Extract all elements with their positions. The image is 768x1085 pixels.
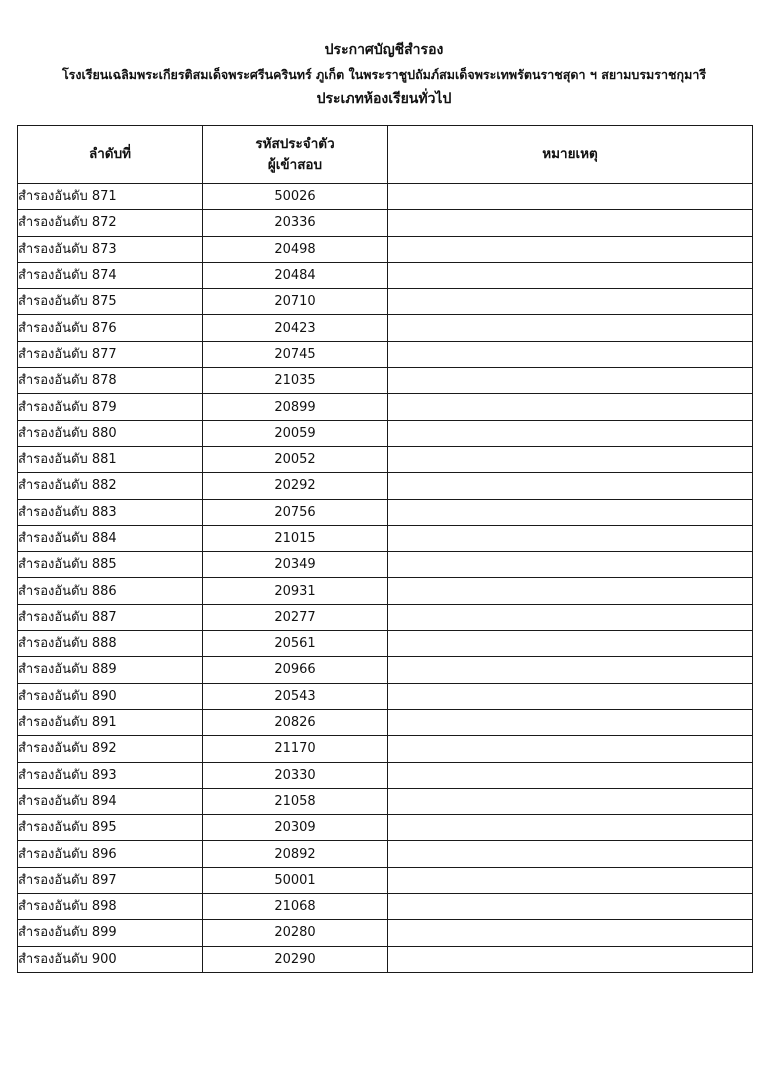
rank-cell: สำรองอันดับ 884: [18, 525, 203, 551]
code-cell: 20336: [203, 210, 388, 236]
rank-cell: สำรองอันดับ 891: [18, 709, 203, 735]
code-cell: 20826: [203, 709, 388, 735]
table-row: [18, 236, 753, 262]
rank-cell: สำรองอันดับ 881: [18, 446, 203, 472]
table-row: [18, 920, 753, 946]
rank-cell: สำรองอันดับ 871: [18, 184, 203, 210]
table-row: [18, 604, 753, 630]
code-cell: 20290: [203, 946, 388, 972]
code-cell: 20561: [203, 631, 388, 657]
table-row: [18, 499, 753, 525]
remarks-cell: [388, 946, 753, 972]
rank-cell: สำรองอันดับ 885: [18, 552, 203, 578]
column-header-rank-label: ลำดับที่: [88, 146, 132, 162]
code-cell: 20931: [203, 578, 388, 604]
code-cell: 20892: [203, 841, 388, 867]
remarks-cell: [388, 631, 753, 657]
code-cell: 20292: [203, 473, 388, 499]
code-cell: 20277: [203, 604, 388, 630]
remarks-cell: [388, 815, 753, 841]
table-row: [18, 341, 753, 367]
rank-cell: สำรองอันดับ 882: [18, 473, 203, 499]
table-row: [18, 315, 753, 341]
table-row: [18, 894, 753, 920]
rank-cell: สำรองอันดับ 892: [18, 736, 203, 762]
table-row: [18, 736, 753, 762]
code-cell: 20899: [203, 394, 388, 420]
code-cell: 20309: [203, 815, 388, 841]
remarks-cell: [388, 499, 753, 525]
remarks-cell: [388, 525, 753, 551]
code-cell: 50026: [203, 184, 388, 210]
table-row: [18, 262, 753, 288]
rank-cell: สำรองอันดับ 900: [18, 946, 203, 972]
rank-cell: สำรองอันดับ 872: [18, 210, 203, 236]
column-header-code-line1: รหัสประจำตัว: [255, 135, 335, 152]
remarks-cell: [388, 920, 753, 946]
table-row: [18, 289, 753, 315]
code-cell: 20710: [203, 289, 388, 315]
remarks-cell: [388, 420, 753, 446]
table-row: [18, 683, 753, 709]
code-cell: 21015: [203, 525, 388, 551]
code-cell: 21058: [203, 788, 388, 814]
column-header-code-line2: ผู้เข้าสอบ: [267, 156, 323, 173]
rank-cell: สำรองอันดับ 894: [18, 788, 203, 814]
code-cell: 20498: [203, 236, 388, 262]
rank-cell: สำรองอันดับ 890: [18, 683, 203, 709]
remarks-cell: [388, 604, 753, 630]
remarks-cell: [388, 184, 753, 210]
rank-cell: สำรองอันดับ 873: [18, 236, 203, 262]
code-cell: 20484: [203, 262, 388, 288]
code-cell: 21170: [203, 736, 388, 762]
rank-cell: สำรองอันดับ 895: [18, 815, 203, 841]
remarks-cell: [388, 446, 753, 472]
table-row: [18, 473, 753, 499]
rank-cell: สำรองอันดับ 878: [18, 368, 203, 394]
school-name: โรงเรียนเฉลิมพระเกียรติสมเด็จพระศรีนครินทร์ ภูเก็ต ในพระราชูปถัมภ์สมเด็จพระเทพรัตนราชสุดา ฯ สยามบรมราชกุมารี: [61, 66, 707, 82]
rank-cell: สำรองอันดับ 886: [18, 578, 203, 604]
rank-cell: สำรองอันดับ 899: [18, 920, 203, 946]
remarks-cell: [388, 368, 753, 394]
table-row: [18, 657, 753, 683]
table-row: [18, 946, 753, 972]
table-row: [18, 525, 753, 551]
rank-cell: สำรองอันดับ 877: [18, 341, 203, 367]
rank-cell: สำรองอันดับ 876: [18, 315, 203, 341]
table-row: [18, 631, 753, 657]
column-header-rank: [18, 126, 203, 184]
remarks-cell: [388, 315, 753, 341]
remarks-cell: [388, 788, 753, 814]
remarks-cell: [388, 236, 753, 262]
rank-cell: สำรองอันดับ 879: [18, 394, 203, 420]
rank-cell: สำรองอันดับ 888: [18, 631, 203, 657]
rank-cell: สำรองอันดับ 889: [18, 657, 203, 683]
table-row: [18, 420, 753, 446]
remarks-cell: [388, 394, 753, 420]
table-row: [18, 446, 753, 472]
table-row: [18, 841, 753, 867]
code-cell: 20052: [203, 446, 388, 472]
table-row: [18, 368, 753, 394]
rank-cell: สำรองอันดับ 875: [18, 289, 203, 315]
rank-cell: สำรองอันดับ 897: [18, 867, 203, 893]
remarks-cell: [388, 657, 753, 683]
remarks-cell: [388, 867, 753, 893]
remarks-cell: [388, 841, 753, 867]
table-row: [18, 762, 753, 788]
code-cell: 20756: [203, 499, 388, 525]
column-header-remarks: [388, 126, 753, 184]
table-row: [18, 184, 753, 210]
rank-cell: สำรองอันดับ 887: [18, 604, 203, 630]
table-row: [18, 552, 753, 578]
remarks-cell: [388, 709, 753, 735]
code-cell: 20330: [203, 762, 388, 788]
table-row: [18, 709, 753, 735]
remarks-cell: [388, 262, 753, 288]
remarks-cell: [388, 210, 753, 236]
code-cell: 20966: [203, 657, 388, 683]
remarks-cell: [388, 736, 753, 762]
code-cell: 21035: [203, 368, 388, 394]
code-cell: 20349: [203, 552, 388, 578]
rank-cell: สำรองอันดับ 880: [18, 420, 203, 446]
code-cell: 20423: [203, 315, 388, 341]
class-category: ประเภทห้องเรียนทั่วไป: [316, 91, 452, 107]
remarks-cell: [388, 578, 753, 604]
code-cell: 20280: [203, 920, 388, 946]
table-body: [18, 184, 753, 973]
remarks-cell: [388, 762, 753, 788]
rank-cell: สำรองอันดับ 874: [18, 262, 203, 288]
code-cell: 20745: [203, 341, 388, 367]
code-cell: 50001: [203, 867, 388, 893]
column-header-remarks-label: หมายเหตุ: [542, 146, 598, 162]
rank-cell: สำรองอันดับ 893: [18, 762, 203, 788]
rank-cell: สำรองอันดับ 898: [18, 894, 203, 920]
remarks-cell: [388, 894, 753, 920]
table-row: [18, 578, 753, 604]
rank-cell: สำรองอันดับ 883: [18, 499, 203, 525]
reserve-list-table: [17, 125, 753, 973]
document-header: [0, 38, 768, 112]
table-row: [18, 815, 753, 841]
table-row: [18, 210, 753, 236]
remarks-cell: [388, 552, 753, 578]
column-header-code: [203, 126, 388, 184]
table-row: [18, 867, 753, 893]
table-row: [18, 788, 753, 814]
remarks-cell: [388, 473, 753, 499]
remarks-cell: [388, 341, 753, 367]
remarks-cell: [388, 683, 753, 709]
table-header-row: [18, 126, 753, 184]
code-cell: 20059: [203, 420, 388, 446]
rank-cell: สำรองอันดับ 896: [18, 841, 203, 867]
document-title: ประกาศบัญชีสำรอง: [324, 42, 444, 58]
code-cell: 21068: [203, 894, 388, 920]
remarks-cell: [388, 289, 753, 315]
code-cell: 20543: [203, 683, 388, 709]
table-row: [18, 394, 753, 420]
